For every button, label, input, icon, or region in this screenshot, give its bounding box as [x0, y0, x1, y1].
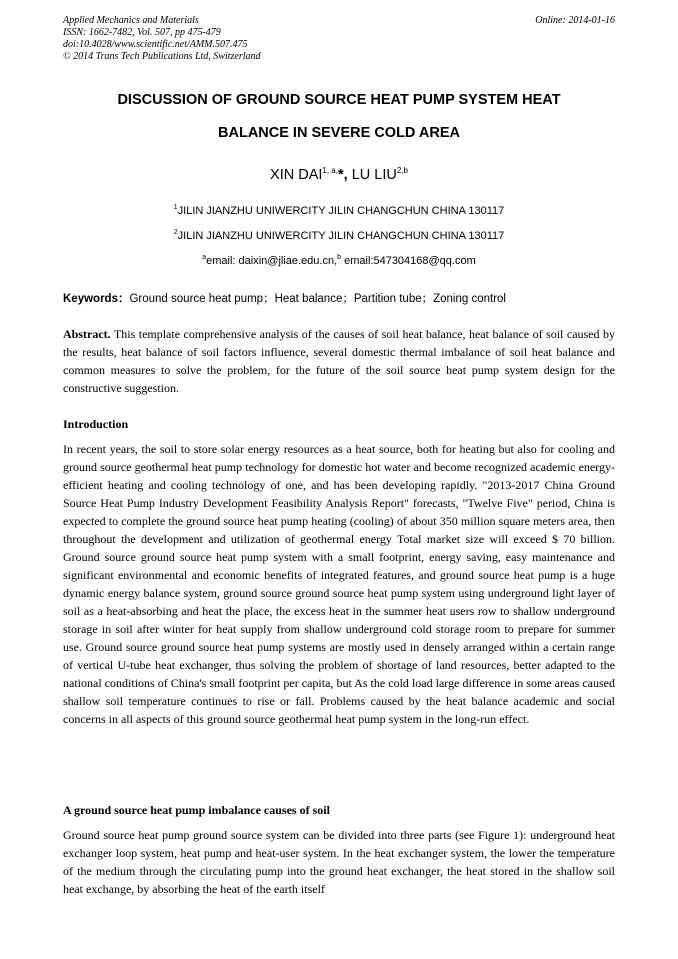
author-separator: ,	[343, 167, 352, 183]
introduction-text: In recent years, the soil to store solar energy resources as a heat source, both for heating but also for cooling and ground source geothermal heat pump technology for domestic hot water and become recognized academic energy-efficient heating and cooling technology of one, and has been developing rapidly. "2013-2017 China Ground Source Heat Pump Industry Development Feasibility Analysis Report" forecasts, "Twelve Five" period, China is expected to complete the ground source heat pump heating (cooling) of about 350 million square meters area, then throughout the development and utilization of geothermal energy Total market size will exceed $ 70 billion. Ground source ground source heat pump system with a small footprint, energy saving, easy maintenance and significant environmental and economic benefits of integrated features, and ground source heat pump is a huge dynamic energy balance system, ground source ground source heat pump system using underground light layer of soil as a heat-absorbing and heat the place, the excess heat in the summer heat users row to shallow underground storage in soil after winter for heat supply from shallow underground cold storage room to prepare for summer use. Ground source ground source heat pump systems are mostly used in densely arranged within a certain range of vertical U-tube heat exchanger, thus solving the problem of shortage of land resources, better adapted to the national conditions of China's small footprint per capita, but As the cold load large difference in some areas caused shallow soil temperature continues to rise or fall. Problems caused by the heat balance academic and social concerns in all aspects of this ground source geothermal heat pump system in the long-run effect.	[63, 442, 615, 726]
affiliation-2	[63, 229, 615, 242]
section-2-heading: A ground source heat pump imbalance causes of soil	[63, 803, 330, 817]
abstract-text: This template comprehensive analysis of the causes of soil heat balance, heat balance of soil caused by the results, heat balance of soil factors influence, several domestic thermal imbalance of soil heat balance and common measures to solve the problem, for the future of the soil source heat pump system design for the constructive suggestion.	[63, 327, 615, 395]
author-2: LU LIU	[351, 167, 397, 183]
copyright-line: © 2014 Trans Tech Publications Ltd, Switzerland	[63, 51, 261, 62]
paper-title-line-2: BALANCE IN SEVERE COLD AREA	[218, 125, 460, 141]
introduction-heading: Introduction	[63, 417, 129, 431]
keywords	[63, 290, 506, 306]
author-2-superscript: 2,b	[396, 166, 408, 175]
keywords-text: Ground source heat pump；Heat balance；Partition tube；Zoning control	[129, 293, 506, 305]
corresponding-mark: *	[337, 167, 344, 183]
author-1-superscript: 1, a,	[322, 166, 338, 175]
affiliation-2-text: JILIN JIANZHU UNIWERCITY JILIN CHANGCHUN CHINA 130117	[177, 230, 505, 242]
email-line	[63, 254, 615, 267]
affiliation-1-marker: 1	[173, 204, 178, 211]
doi-line: doi:10.4028/www.scientific.net/AMM.507.475	[63, 39, 248, 50]
section-2-text: Ground source heat pump ground source system can be divided into three parts (see Figure 1): underground heat exchanger loop system, heat pump and heat-user system. In the heat exchanger system, the lower the temperature of the medium through the circulating pump into the ground heat exchanger, the heat stored in the shallow soil heat exchange, by absorbing the heat of the earth itself	[63, 828, 615, 896]
abstract-label: Abstract.	[63, 327, 111, 341]
affiliation-1	[63, 204, 615, 217]
author-1: XIN DAI	[270, 167, 323, 183]
online-date: Online: 2014-01-16	[535, 15, 615, 26]
abstract	[63, 325, 615, 397]
email-b-marker: b	[337, 254, 342, 261]
email-a: email: daixin@jliae.edu.cn,	[206, 255, 338, 267]
email-a-marker: a	[202, 254, 207, 261]
journal-header	[63, 15, 261, 63]
affiliation-1-text: JILIN JIANZHU UNIWERCITY JILIN CHANGCHUN CHINA 130117	[177, 205, 505, 217]
issn-line: ISSN: 1662-7482, Vol. 507, pp 475-479	[63, 27, 221, 38]
paper-title-line-1: DISCUSSION OF GROUND SOURCE HEAT PUMP SYSTEM HEAT	[117, 92, 561, 108]
affiliation-2-marker: 2	[173, 229, 178, 236]
author-line	[63, 166, 615, 183]
keywords-label: Keywords：	[63, 293, 130, 305]
email-b: email:547304168@qq.com	[341, 255, 476, 267]
journal-name: Applied Mechanics and Materials	[63, 15, 199, 26]
